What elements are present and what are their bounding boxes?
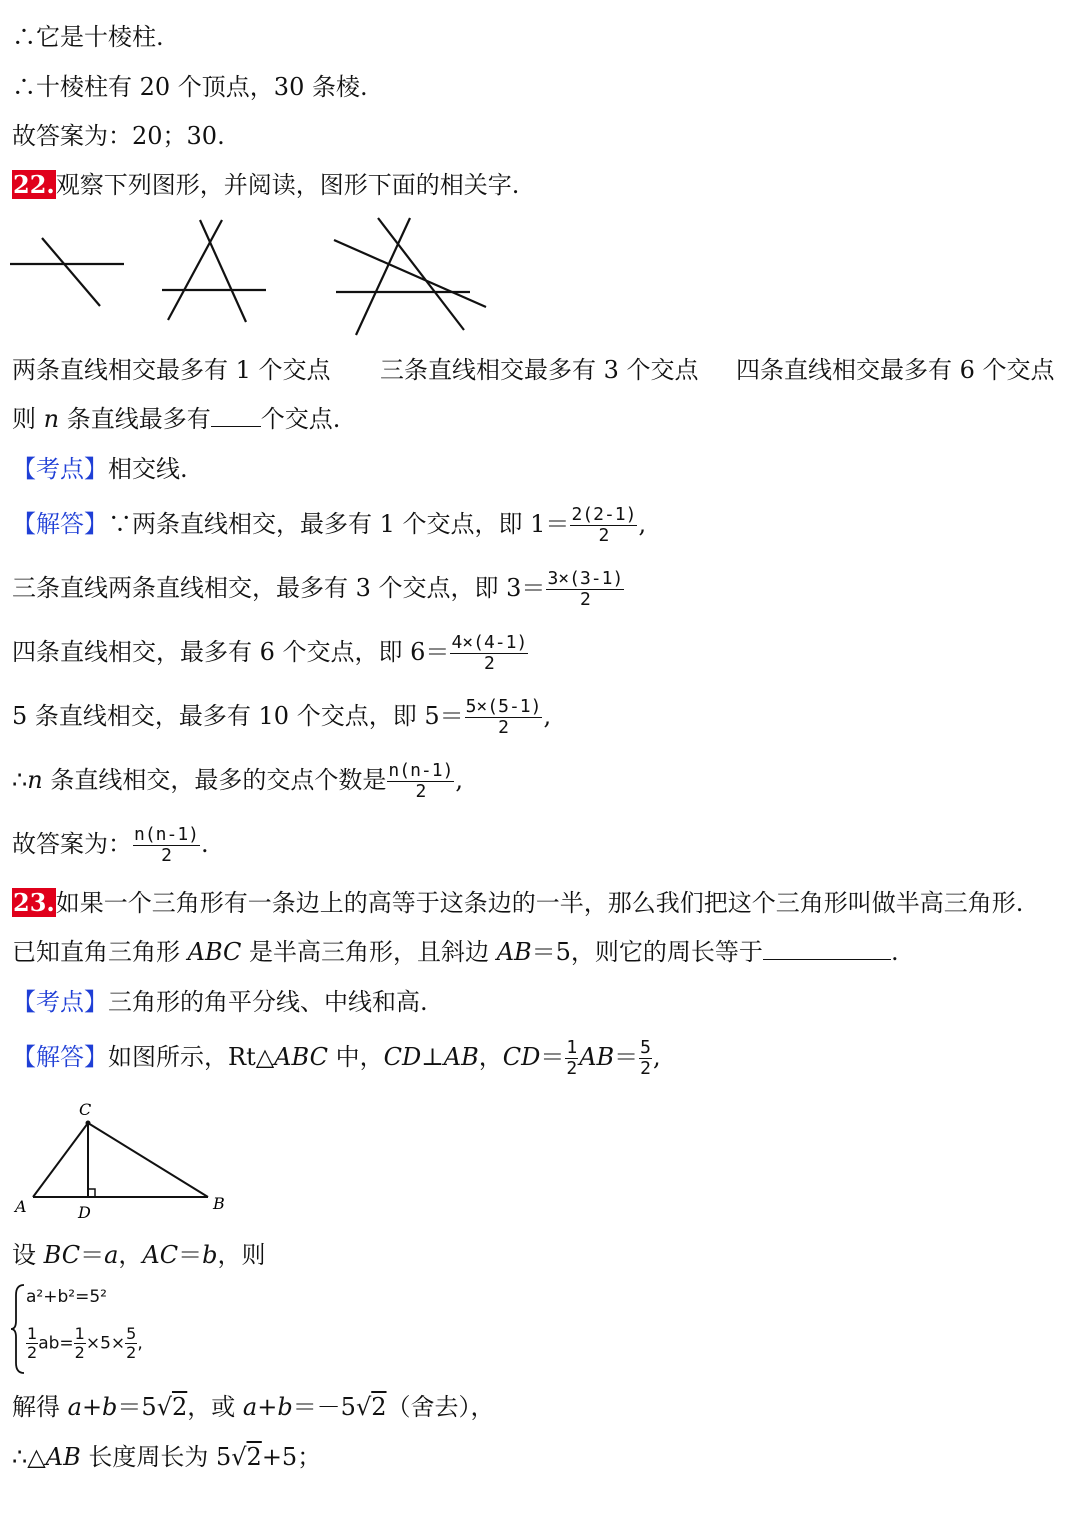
text-line: ∴它是十棱柱. [12, 23, 164, 51]
fraction: $\frac{5\times(5-1)}{2}$ [465, 696, 542, 738]
right-triangle-figure [0, 1095, 240, 1225]
caption-four-lines: 四条直线相交最多有 6 个交点 [736, 356, 1055, 384]
fraction: $\frac{n(n-1)}{2}$ [388, 760, 454, 802]
text-line: 故答案为：20；30. [12, 122, 225, 150]
fraction: $\frac{1}{2}$ [566, 1037, 578, 1079]
text-line: ∴十棱柱有 20 个顶点，30 条棱. [12, 73, 368, 101]
equation-system [10, 1283, 210, 1378]
kaodian-tag: 【考点】 [12, 455, 108, 483]
solution-line-5: ∴n 条直线相交，最多的交点个数是 $\frac{n(n-1)}{2}$ , [12, 760, 464, 802]
vertex-label-c: C [79, 1100, 92, 1119]
answer-blank [763, 937, 891, 960]
equation-2: $\frac{1}{2}$ ab= $\frac{1}{2}$ ×5× $\frac{5}{2}$ , [27, 1324, 143, 1362]
question-ask: 则 n 条直线最多有 个交点. [12, 405, 341, 433]
kaodian-line: 【考点】三角形的角平分线、中线和高. [12, 988, 428, 1016]
fraction: $\frac{3\times(3-1)}{2}$ [547, 568, 624, 610]
solution-line-3: 四条直线相交，最多有 6 个交点，即 6＝ $\frac{4\times(4-1)}{2}$ [12, 632, 528, 674]
solution-line-1: 【解答】如图所示，Rt△ABC 中，CD⊥AB，CD＝ $\frac{1}{2}$ AB＝ $\frac{5}{2}$ , [12, 1037, 661, 1079]
vertex-label-a: A [15, 1197, 27, 1216]
kaodian-tag: 【考点】 [12, 988, 108, 1016]
fraction: $\frac{n(n-1)}{2}$ [134, 824, 200, 866]
solution-line-4: 5 条直线相交，最多有 10 个交点，即 5＝ $\frac{5\times(5-1)}{2}$ , [12, 696, 552, 738]
fraction: $\frac{2(2-1)}{2}$ [571, 504, 637, 546]
equation-1: a²+b²=5² [26, 1287, 107, 1307]
fraction: $\frac{5}{2}$ [640, 1037, 652, 1079]
vertex-label-d: D [78, 1203, 91, 1222]
kaodian-line: 【考点】相交线. [12, 455, 188, 483]
solution-line-1: 【解答】∵两条直线相交，最多有 1 个交点，即 1＝ $\frac{2(2-1)}{2}$ , [12, 504, 647, 546]
question-23 [12, 888, 1023, 918]
answer-line: 故答案为： $\frac{n(n-1)}{2}$ . [12, 824, 209, 866]
question-number-badge: 23. [13, 888, 55, 917]
answer-blank [211, 404, 261, 427]
solve-line: 解得 a+b＝5√2，或 a+b＝－5√2（舍去）， [12, 1393, 495, 1421]
jieda-tag: 【解答】 [12, 1043, 108, 1071]
question-22 [12, 170, 519, 200]
fraction: $\frac{4\times(4-1)}{2}$ [451, 632, 528, 674]
question-text: 如果一个三角形有一条边上的高等于这条边的一半，那么我们把这个三角形叫做半高三角形. [55, 889, 1024, 917]
setup-line: 设 BC＝a，AC＝b，则 [12, 1241, 266, 1269]
solution-line-2: 三条直线两条直线相交，最多有 3 个交点，即 3＝ $\frac{3\times(3-1)}{2}$ [12, 568, 624, 610]
caption-three-lines: 三条直线相交最多有 3 个交点 [380, 356, 699, 384]
jieda-tag: 【解答】 [12, 510, 108, 538]
question-23-line-2: 已知直角三角形 ABC 是半高三角形，且斜边 AB＝5，则它的周长等于 . [12, 938, 899, 966]
question-text: 观察下列图形，并阅读，图形下面的相关字. [55, 171, 520, 199]
intersecting-lines-figure [0, 210, 500, 340]
question-number-badge: 22. [13, 170, 55, 199]
final-line: ∴△AB 长度周长为 5√2+5； [12, 1443, 322, 1471]
vertex-label-b: B [213, 1194, 225, 1213]
caption-two-lines: 两条直线相交最多有 1 个交点 [12, 356, 331, 384]
